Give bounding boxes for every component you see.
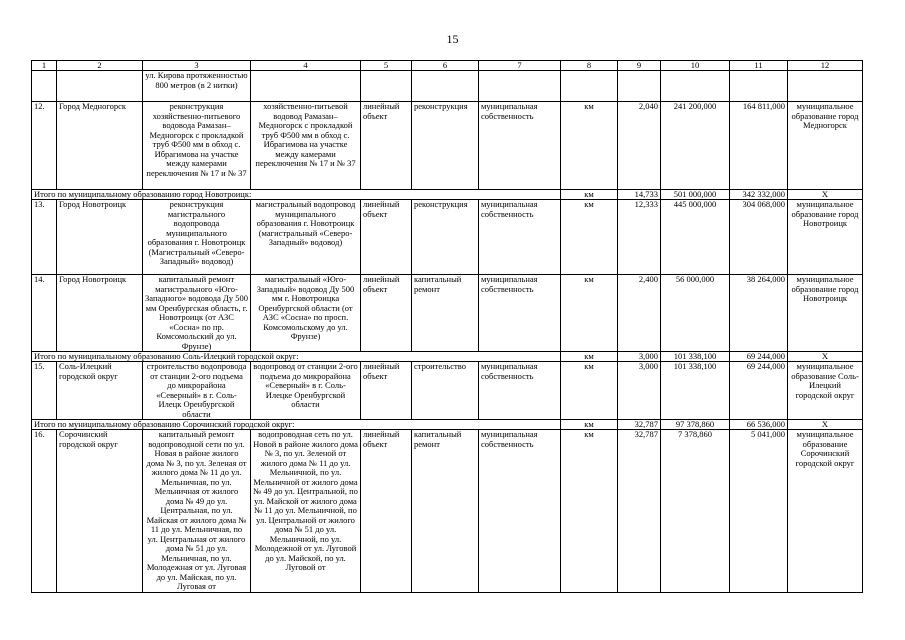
cell-amount: 38 264,000 <box>730 275 788 352</box>
subtotal-row <box>32 420 863 430</box>
cell-mark: X <box>788 352 863 362</box>
column-header: 12 <box>788 61 863 71</box>
cell-location: муниципальное образование город Новотроицк <box>788 275 863 352</box>
table-row <box>32 362 863 420</box>
cell-number: 16. <box>32 430 57 593</box>
cell-amount: 304 068,000 <box>730 200 788 275</box>
subtotal-label: Итого по муниципальному образованию Соль-Илецкий городской округ: <box>32 352 561 362</box>
cell-description: строительство водопровода от станции 2-ого подъема до микрорайона «Северный» в г. Соль-Илецк Оренбургской области <box>143 362 251 420</box>
column-numbers-row <box>32 61 863 71</box>
column-header: 8 <box>561 61 618 71</box>
cell-object: магистральный «Юго-Западный» водовод Ду 500 мм г. Новотроицка Оренбургской области (от АЗС «Сосна» по просп. Комсомольскому до ул. Фрунзе) <box>251 275 361 352</box>
cell-location: муниципальное образование город Медногорск <box>788 102 863 190</box>
cell-mark: X <box>788 420 863 430</box>
table-row <box>32 430 863 593</box>
cell-object-type: линейный объект <box>361 102 412 190</box>
cell-quantity: 2,400 <box>618 275 661 352</box>
cell-cost: 241 200,000 <box>661 102 730 190</box>
cell-number: 15. <box>32 362 57 420</box>
cell-object-type: линейный объект <box>361 200 412 275</box>
cell-cost: 101 338,100 <box>661 362 730 420</box>
cell-ownership: муниципальная собственность <box>479 200 561 275</box>
cell-description: капитальный ремонт магистрального «Юго-Западного» водовода Ду 500 мм Оренбургская область, г. Новотроицк (от АЗС «Сосна» по пр. Комсомольский до ул. Фрунзе) <box>143 275 251 352</box>
cell-cost: 7 378,860 <box>661 430 730 593</box>
cell-amount: 5 041,000 <box>730 430 788 593</box>
cell-object: хозяйственно-питьевой водовод Рамазан–Медногорск с прокладкой труб Ф500 мм в обход с. Ибрагимова на участке между камерами переключения № 17 и № 37 <box>251 102 361 190</box>
cell-location: муниципальное образование Соль-Илецкий городской округ <box>788 362 863 420</box>
cell-unit: км <box>561 362 618 420</box>
cell-cost: 101 338,100 <box>661 352 730 362</box>
cell-location: муниципальное образование город Новотроицк <box>788 200 863 275</box>
cell-work-type: реконструкция <box>412 200 479 275</box>
cell-object-type: линейный объект <box>361 430 412 593</box>
subtotal-row <box>32 352 863 362</box>
cell-municipality: Соль-Илецкий городской округ <box>57 362 143 420</box>
cell-number: 12. <box>32 102 57 190</box>
cell-description: реконструкция магистрального водопровода муниципального образования г. Новотроицк (Магистральный «Северо-Западный» водовод) <box>143 200 251 275</box>
cell-unit: км <box>561 102 618 190</box>
cell-quantity: 2,040 <box>618 102 661 190</box>
cell-quantity: 32,787 <box>618 430 661 593</box>
subtotal-label: Итого по муниципальному образованию Сорочинский городской округ: <box>32 420 561 430</box>
cell-cost: 501 000,000 <box>661 190 730 200</box>
cell-unit: км <box>561 275 618 352</box>
column-header: 1 <box>32 61 57 71</box>
cell-object-type: линейный объект <box>361 275 412 352</box>
cell-unit: км <box>561 200 618 275</box>
cell-unit: км <box>561 420 618 430</box>
cell-amount: 164 811,000 <box>730 102 788 190</box>
column-header: 2 <box>57 61 143 71</box>
cell-work-type: реконструкция <box>412 102 479 190</box>
cell-number: 13. <box>32 200 57 275</box>
continuation-row <box>32 71 863 102</box>
cell-amount: 66 536,000 <box>730 420 788 430</box>
column-header: 9 <box>618 61 661 71</box>
cell-unit: км <box>561 430 618 593</box>
table-row <box>32 102 863 190</box>
cell-description: реконструкция хозяйственно-питьевого водовода Рамазан–Медногорск с прокладкой труб Ф500 мм в обход с. Ибрагимова на участке между камерами переключения № 17 и № 37 <box>143 102 251 190</box>
cell-municipality: Город Медногорск <box>57 102 143 190</box>
column-header: 10 <box>661 61 730 71</box>
column-header: 7 <box>479 61 561 71</box>
cell-municipality: Сорочинский городской округ <box>57 430 143 593</box>
cell-municipality: Город Новотроицк <box>57 275 143 352</box>
column-header: 6 <box>412 61 479 71</box>
column-header: 3 <box>143 61 251 71</box>
cell-object: магистральный водопровод муниципального образования г. Новотроицк (магистральный «Северо-Западный» водовод) <box>251 200 361 275</box>
cell-ownership: муниципальная собственность <box>479 102 561 190</box>
cell-cost: 445 000,000 <box>661 200 730 275</box>
cell-amount: 69 244,000 <box>730 362 788 420</box>
cell-amount: 69 244,000 <box>730 352 788 362</box>
column-header: 11 <box>730 61 788 71</box>
cell-quantity: 12,333 <box>618 200 661 275</box>
cell-municipality: Город Новотроицк <box>57 200 143 275</box>
column-header: 5 <box>361 61 412 71</box>
cell-work-type: строительство <box>412 362 479 420</box>
cell-description: капитальный ремонт водопроводной сети по ул. Новая в районе жилого дома № 3, по ул. Зеленая от жилого дома № 11 до ул. Мельничная, по ул. Мельничная от жилого дома № 49 до ул. Центральная, по ул. Майская от жилого дома № 11 до ул. Мельничная, по ул. Центральная от жилого дома № 51 до ул. Мельничная, по ул. Молодежная от ул. Луговая до ул. Майская, по ул. Луговая от <box>143 430 251 593</box>
cell-quantity: 3,000 <box>618 352 661 362</box>
cell-ownership: муниципальная собственность <box>479 362 561 420</box>
table-row <box>32 200 863 275</box>
cell-quantity: 32,787 <box>618 420 661 430</box>
cell-cost: 56 000,000 <box>661 275 730 352</box>
column-header: 4 <box>251 61 361 71</box>
subtotal-row <box>32 190 863 200</box>
cell-number: 14. <box>32 275 57 352</box>
cell-object-type: линейный объект <box>361 362 412 420</box>
cell-ownership: муниципальная собственность <box>479 430 561 593</box>
cell-object: водопроводная сеть по ул. Новой в районе жилого дома № 3, по ул. Зеленой от жилого дома № 11 до ул. Мельничной, по ул. Мельничной от жилого дома № 49 до ул. Центральной, по ул. Майской от жилого дома № 11 до ул. Мельничной, по ул. Центральной от жилого дома № 51 до ул. Мельничной, по ул. Молодежной от ул. Луговой до ул. Майской, по ул. Луговой от <box>251 430 361 593</box>
cell-location: муниципальное образование Сорочинский городской округ <box>788 430 863 593</box>
cell-object: водопровод от станции 2-ого подъема до микрорайона «Северный» в г. Соль-Илецке Оренбургской области <box>251 362 361 420</box>
page-number: 15 <box>446 32 459 46</box>
cell-amount: 342 332,000 <box>730 190 788 200</box>
table-row <box>32 275 863 352</box>
cell-work-type: капитальный ремонт <box>412 430 479 593</box>
subtotal-label: Итого по муниципальному образованию город Новотроицк: <box>32 190 561 200</box>
cell-cost: 97 378,860 <box>661 420 730 430</box>
cell-unit: км <box>561 190 618 200</box>
cell-ownership: муниципальная собственность <box>479 275 561 352</box>
cell-mark: X <box>788 190 863 200</box>
cell-quantity: 3,000 <box>618 362 661 420</box>
cell-quantity: 14,733 <box>618 190 661 200</box>
cell-unit: км <box>561 352 618 362</box>
cell-description: ул. Кирова протяженностью 800 метров (в 2 нитки) <box>143 71 251 102</box>
investment-program-table <box>31 60 863 593</box>
cell-work-type: капитальный ремонт <box>412 275 479 352</box>
